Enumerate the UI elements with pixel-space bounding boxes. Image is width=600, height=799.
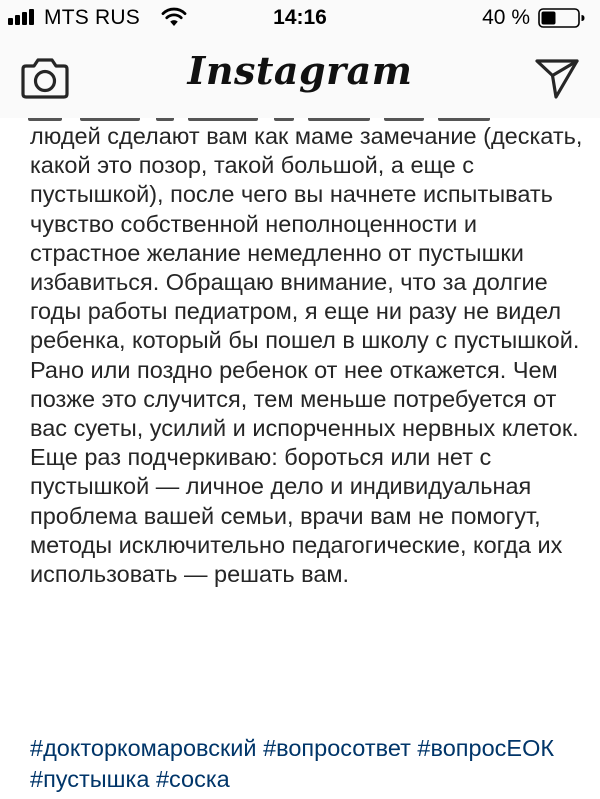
hashtag-list bbox=[30, 733, 586, 795]
status-bar bbox=[0, 0, 600, 38]
hashtag-link[interactable]: #соска bbox=[155, 766, 230, 792]
app-header bbox=[0, 38, 600, 118]
hashtag-link[interactable]: #вопросответ bbox=[263, 735, 411, 761]
post-caption-text: людей сделают вам как маме замечание (дескать, какой это позор, такой большой, а еще с пустышкой), после чего вы начнете испытывать чувство собственной неполноценности и страстное желание немедленно от пустышки избавиться. Обращаю внимание, что за долгие годы работы педиатром, я еще ни разу не видел ребенка, который бы пошел в школу с пустышкой. Рано или поздно ребенок от нее откажется. Чем позже это случится, тем меньше потребуется от вас суеты, усилий и испорченных нервных клеток. Еще раз подчеркиваю: бороться или нет с пустышкой — личное дело и индивидуальная проблема вашей семьи, врачи вам не помогут, методы исключительно педагогические, когда их использовать — решать вам. bbox=[30, 123, 583, 588]
battery-percentage: 40 % bbox=[482, 6, 530, 29]
post-caption-area bbox=[0, 118, 600, 799]
clock: 14:16 bbox=[273, 6, 327, 29]
battery-icon bbox=[538, 8, 586, 28]
hashtag-link[interactable]: #пустышка bbox=[30, 766, 150, 792]
carrier-name: MTS RUS bbox=[44, 6, 140, 29]
hashtag-link[interactable]: #докторкомаровский bbox=[30, 735, 257, 761]
hashtag-link[interactable]: #вопросЕОК bbox=[417, 735, 555, 761]
instagram-logo[interactable]: Instagram bbox=[187, 48, 413, 93]
direct-message-icon[interactable] bbox=[534, 56, 580, 100]
